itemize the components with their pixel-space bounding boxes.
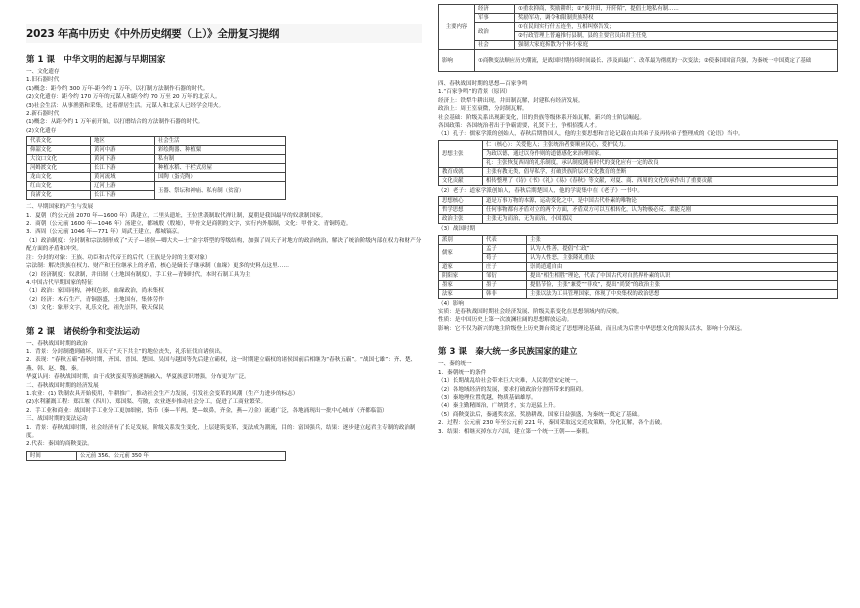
lesson2-title: 第 2 课 诸侯纷争和变法运动 (26, 326, 140, 337)
table-row (439, 262, 838, 271)
table-header-cell: 代表文化 (27, 137, 91, 146)
table-row (439, 280, 838, 289)
table-row (439, 215, 838, 224)
part4-impact (438, 300, 852, 334)
text-line: 1.农业：(1) 铁制农具开始使用，牛耕推广，推动社会生产力发展，引发社会变革的风潮（生产力进步的标志） (26, 390, 299, 397)
table-cell: ①商鞅变法顺应历史潮流，是战国时期持续时间最长、涉及面最广、改革最为彻底的一次变法；②使秦国国富兵强，为秦统一中国奠定了基础 (475, 50, 838, 72)
table-cell: 河姆渡文化 (27, 164, 91, 173)
text-paragraph: 1．背景：春秋战国时期，社会经济有了长足发展，阶级关系发生变化，上层建筑变革，变法成为潮流，目的：富国强兵，结果：逐步建立起君主专制的政治制度。 (26, 424, 416, 439)
table-cell: 主张有教无类，倡导私学，打破贵族阶层对文化教育的垄断 (483, 167, 838, 176)
table-cell: 墨家 (439, 280, 483, 289)
text-line: 3．结果：相继灭掉东方六国，建立第一个统一王朝——秦朝。 (438, 428, 593, 435)
table-cell: 相传整理了《诗》《书》《礼》《易》《春秋》等文献，对夏、商、西周的文化传承作出了重要贡献 (483, 176, 838, 185)
table-row (439, 41, 838, 50)
shangyang-reform-table (438, 4, 838, 72)
text-line: 4.中国古代早期国家的特征 (26, 279, 93, 286)
text-line: （3）文化：象形文字，礼乐文化，祖先崇拜，敬天保民 (26, 305, 164, 312)
lesson1-title: 第 1 课 中华文明的起源与早期国家 (26, 55, 166, 65)
lesson1-early-states (26, 203, 422, 312)
table-cell: 奖励军功，调令和限制贵族特权 (515, 14, 838, 23)
table-cell: 政治主张 (439, 215, 483, 224)
table-cell: 公元前 356、公元前 350 年 (77, 451, 286, 460)
text-line: （1）长期战乱给社会带来巨大灾难，人民渴望安定统一。 (438, 378, 582, 385)
lesson3-body (438, 360, 852, 436)
lesson2-body (26, 340, 422, 449)
table-header-cell: 地区 (91, 137, 155, 146)
table-row (439, 244, 838, 253)
table-cell: 社会 (475, 41, 515, 50)
text-line: (2)文化遗存 (26, 127, 57, 134)
text-line: 2．过程：公元前 230 年至公元前 221 年，秦国采取远交近攻策略，分化瓦解，各个击破。 (438, 420, 666, 427)
lesson3-title: 第 3 课 秦大统一多民族国家的建立 (438, 347, 578, 358)
text-line: 三、战国时期的变法运动 (26, 416, 88, 423)
table-row (439, 197, 838, 206)
table-cell: 法家 (439, 289, 483, 298)
text-line: （2）经济制度：奴隶制，井田制（土地国有制度），手工业—青铜时代，本时石制工具为主 (26, 271, 251, 278)
table-row (439, 149, 838, 158)
table-cell: 私有制 (155, 155, 286, 164)
table-row (27, 146, 286, 155)
document-title: 2023 年高中历史《中外历史纲要（上）》全册复习提纲 (26, 24, 422, 43)
confucius-table (438, 140, 838, 186)
text-line: （4）秦主勤精图治，广纳贤才，实力迅猛上升。 (438, 403, 560, 410)
text-line: 性质：是中国历史上第一次波澜壮阔的思想解放运动。 (438, 317, 573, 324)
text-line: 实质：是春秋战国时期社会经济发展、阶级关系变化在思想领域内的反映。 (438, 309, 623, 316)
text-line: 1．夏朝（约公元前 2070 年—1600 年）禹建立，二里头遗址，王位世袭制取代禅让制，夏朝是我国最早的奴隶制国家。 (26, 212, 327, 219)
text-line: （2）经济：木石生产，青铜器盛，土地国有，集体劳作 (26, 296, 164, 303)
table-row (27, 182, 286, 191)
text-line: （2）老子：道家学派创始人，春秋后期楚国人，他的学说集中在《老子》一书中。 (438, 187, 643, 194)
table-cell: 政治 (475, 23, 515, 41)
table-cell: 礼：主张恢复西周的礼乐制度，承认制度随着时代的变化应有一定的改良 (483, 158, 838, 167)
table-cell: 邹衍 (483, 271, 527, 280)
table-cell: 教育成就 (439, 167, 483, 176)
table-cell: 阴阳家 (439, 271, 483, 280)
text-line: （5）商鞅变法后，秦通奖农富，奖励耕战，国家日益强盛，为秦统一奠定了基础。 (438, 411, 643, 418)
text-line: 3．西周（公元前 1046 年—771 年）周武王建立，都城镐京。 (26, 229, 183, 236)
table-cell: 主张无为而治，无为而治，小国寡民 (483, 215, 838, 224)
text-line: 1.“百家争鸣”的背景（原因） (438, 89, 511, 96)
table-cell: 崇尚逍遥自由 (527, 262, 838, 271)
table-cell: 儒家 (439, 244, 483, 262)
table-header-cell: 派别 (439, 235, 483, 244)
text-line: 注：分封的对象：王族、功臣和古代帝王的后代（王族是分封的主要对象） (26, 254, 211, 261)
table-cell: 认为人性善，提倡“仁政” (527, 244, 838, 253)
table-cell: 大汶口文化 (27, 155, 91, 164)
text-line: 经济上：铁犁牛耕出现，井田制瓦解，封建私有经济发展。 (438, 97, 584, 104)
text-paragraph: 2．表现：“春秋五霸”春秋时期，齐国、晋国、楚国、吴国与越国等先后建立霸权，这一时期建立霸权的诸侯国前后相继为“春秋五霸”。“战国七雄”：齐、楚、燕、韩、赵、魏、秦。 (26, 357, 417, 372)
table-cell: 为政以德，通过以身作则的道德感化来治理国家。 (483, 149, 838, 158)
table-cell: 孟子 (483, 244, 527, 253)
text-line: 四、春秋战国时期的思想—百家争鸣 (438, 81, 528, 87)
table-cell: 强制大家庭拆散为个体小家庭 (515, 41, 838, 50)
part4-body (438, 80, 852, 139)
table-cell: ①在民间实行什五连坐，互相纠察告发； (515, 23, 838, 32)
table-cell: 军事 (475, 14, 515, 23)
table-cell: 提倡节俭，主张“兼爱”“非攻”，提出“尚贤”的政治主张 (527, 280, 838, 289)
text-line: 1．秦朝统一的条件 (438, 369, 487, 376)
text-line: 2．商朝（公元前 1600 年—1046 年）汤建立，都城殷（殷墟），甲骨文是商朝的文字，实行内外服制，文化：甲骨文、青铜铸造。 (26, 221, 352, 228)
table-cell: 思想主张 (439, 140, 483, 167)
text-line: 1．背景：分封制遭到破坏，周天子“天下共主”的地位丧失，礼乐征伐自诸侯出。 (26, 348, 226, 355)
text-line: （3）秦地理位置优越，物质基础雄厚。 (438, 394, 537, 401)
table-cell: 主要内容 (439, 5, 475, 50)
table-cell: 辽河上游 (91, 182, 155, 191)
right-column (430, 0, 860, 608)
schools-table (438, 235, 838, 299)
text-line: 一、秦的统一 (438, 361, 472, 368)
text-line: (1)概念：距今约 300 万年-距今约 1 万年，以打制方法制作石器的时代。 (26, 85, 209, 92)
table-cell: 红山文化 (27, 182, 91, 191)
text-line: （2）各地域经济的发展，要求打破政治分割所带来的阻碍。 (438, 386, 587, 393)
table-row (439, 14, 838, 23)
table-cell: 主张以法为工具管理国家，体现了中央集权的政治思想 (527, 289, 838, 298)
table-row (439, 253, 838, 262)
lesson1-intro (26, 68, 422, 135)
table-cell: ①重农抑商，奖励耕织；②“废井田，开阡陌”，提倡土地私有制…… (515, 5, 838, 14)
text-paragraph: 2．手工业和商业：战国时手工业分工更加细密，货币（秦—半两，楚—蚁鼻，齐金，燕—刀金）流通广泛，各地涌现出一批中心城市（齐都临淄） (26, 407, 388, 414)
table-cell: 道是万事万物的本源，运动变化之中，是中国古代朴素的唯物论 (483, 197, 838, 206)
text-line: (2)水利灌溉工程：郑江堰（四川）、郑国渠、芍陂，农业逐步推动社会分工，促进了工商业繁荣。 (26, 399, 267, 406)
table-row (27, 164, 286, 173)
table-cell: 玉器、祭坛和神庙、私有制（贫富） (155, 182, 286, 200)
text-line: （4）影响 (438, 300, 464, 307)
neolithic-culture-table (26, 136, 286, 200)
table-row (439, 5, 838, 14)
laozi-table (438, 196, 838, 224)
table-cell: 时间 (27, 451, 77, 460)
table-cell: 黄河流域 (91, 173, 155, 182)
table-row (439, 176, 838, 185)
text-line: 各国政策：各国统治者出于争霸需要，礼贤下士，争相招揽人才。 (438, 123, 601, 130)
text-line: (3)社会生活：从事渔猎和采集，过着群居生活。元谋人和北京人已经学会用火。 (26, 102, 225, 109)
table-cell: 国陶（蛋壳陶） (155, 173, 286, 182)
text-line: 华夏认同：春秋战国时期，由于戎狄蛮夷等族逐渐融入，华夏族意识增强，分布更为广泛。 (26, 374, 250, 381)
text-line: 社会基础：阶级关系出现新变化，旧的贵族等级体系开始瓦解，新兴的士阶层崛起。 (438, 114, 645, 121)
table-cell: 黄河下游 (91, 155, 155, 164)
table-row (439, 140, 838, 149)
text-line: 影响：它不仅为新兴的地主阶级登上历史舞台奠定了思想理论基础，而且成为后世中华思想文化的源头活水，影响十分深远。 (438, 325, 746, 332)
table-header-row (439, 235, 838, 244)
table-header-cell: 社会生活 (155, 137, 286, 146)
table-row (27, 155, 286, 164)
table-cell: 荀子 (483, 253, 527, 262)
text-line: 二、春秋战国时期的经济发展 (26, 382, 99, 389)
table-cell: 文化贡献 (439, 176, 483, 185)
table-row (439, 206, 838, 215)
table-header-cell: 代表 (483, 235, 527, 244)
table-cell: 韩非 (483, 289, 527, 298)
table-cell: 经济 (475, 5, 515, 14)
text-paragraph: （1）政治制度：分封制和宗法制形成了“天子—诸侯—卿大夫—士”金字塔型的等级结构，加强了周天子对地方的政治统治，解决了统治阶级内部在权力和财产分配方面的矛盾和冲突。 (26, 237, 422, 253)
table-cell: 黄河中游 (91, 146, 155, 155)
text-line: （3）战国时期 (438, 226, 476, 233)
text-line: 政治上：周王室衰微，分封制瓦解。 (438, 106, 528, 113)
table-cell: 思想核心 (439, 197, 483, 206)
text-line: 一、春秋战国时期的政治 (26, 340, 88, 347)
table-cell: 认为人性恶，主张隆礼重法 (527, 253, 838, 262)
text-line: 二、早期国家的产生与发展 (26, 204, 94, 211)
table-row (439, 167, 838, 176)
table-cell: 长江下游 (91, 191, 155, 200)
table-cell: 龙山文化 (27, 173, 91, 182)
table-cell: 墨子 (483, 280, 527, 289)
table-row (439, 23, 838, 32)
table-row (27, 451, 286, 460)
table-cell: 仁（核心）：关爱他人；主张统治者要顺应民心，爱护民力。 (483, 140, 838, 149)
table-row (27, 173, 286, 182)
table-cell: ②行政管理上普遍推行县制，县的主要官员由君主任免 (515, 32, 838, 41)
table-cell: 彩绘陶器、种植粟 (155, 146, 286, 155)
table-cell: 哲学思想 (439, 206, 483, 215)
table-cell: 种植水稻、干栏式房屋 (155, 164, 286, 173)
text-line: 2.代表：秦国的商鞅变法。 (26, 441, 93, 448)
table-row (439, 158, 838, 167)
table-row (439, 289, 838, 298)
table-row (439, 50, 838, 72)
text-line: 一、文化遗存 (26, 69, 60, 75)
text-line: （1）孔子：儒家学派的创始人，春秋后期鲁国人，他的主要思想和言论记载在由其弟子及再传弟子整理成的《论语》当中。 (438, 131, 744, 138)
table-row (439, 271, 838, 280)
table-cell: 任何事物都有矛盾对立的两个方面，矛盾双方可以互相转化，认为物极必反、柔能克刚 (483, 206, 838, 215)
text-line: (2)文化遗存：距今约 170 万年的元谋人和距今约 70 万至 20 万年的北京人。 (26, 94, 221, 101)
table-header-row (27, 137, 286, 146)
text-line: （1）政治：家国同构，神权色彩，血缘政治，尚未集权 (26, 288, 164, 295)
table-cell: 影响 (439, 50, 475, 72)
table-cell: 长江下游 (91, 164, 155, 173)
text-line: 宗法制：解决贵族在权力、财产和王位继承上的矛盾，核心是嫡长子继承制（血缘）更多的史料点这里…… (26, 263, 289, 270)
text-line: 1.旧石器时代 (26, 77, 60, 84)
table-cell: 良渚文化 (27, 191, 91, 200)
text-line: 2.新石器时代 (26, 111, 60, 118)
table-header-cell: 主张 (527, 235, 838, 244)
table-cell: 庄子 (483, 262, 527, 271)
text-line: (1)概念：从距今约 1 万年前开始，以打磨结合的方法制作石器的时代。 (26, 119, 204, 126)
reform-time-table (26, 451, 286, 461)
table-cell: 仰韶文化 (27, 146, 91, 155)
table-cell: 提出“相生相胜”理论，代表了中国古代对自然界朴素的认识 (527, 271, 838, 280)
table-cell: 道家 (439, 262, 483, 271)
